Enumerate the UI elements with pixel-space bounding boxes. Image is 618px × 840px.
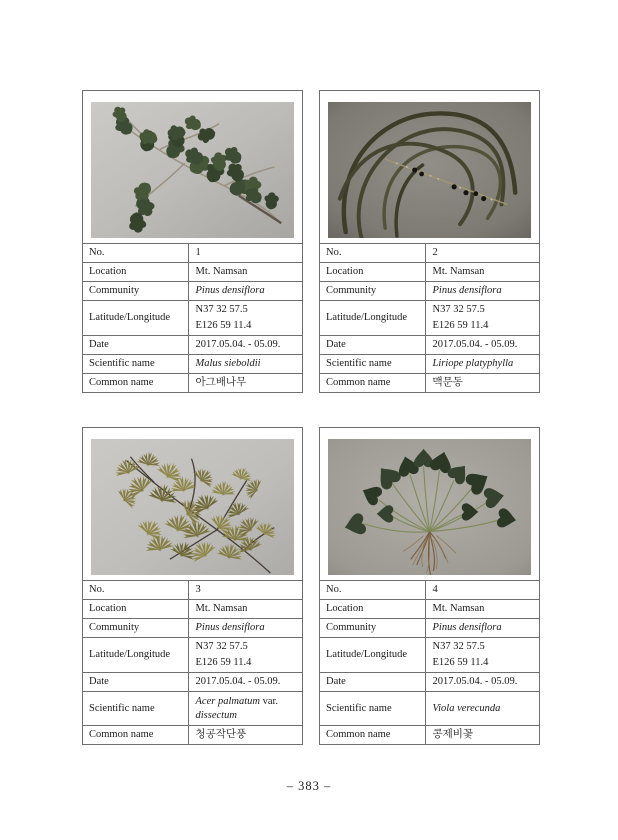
specimen-photo-acer-palmatum <box>91 439 294 575</box>
row-date <box>83 336 302 355</box>
specimen-info-table-2 <box>320 243 539 392</box>
latitude-value: N37 32 57.5 <box>195 304 248 315</box>
scientific-name-italic: Malus sieboldii <box>195 358 261 369</box>
row-community <box>320 282 539 301</box>
photo-frame-3 <box>83 428 302 580</box>
common-name-value: 아그배나무 <box>188 374 302 393</box>
no-label: No. <box>83 244 188 263</box>
latlong-label: Latitude/Longitude <box>83 638 188 673</box>
community-value: Pinus densiflora <box>425 282 539 301</box>
no-label: No. <box>320 581 425 600</box>
no-value: 1 <box>188 244 302 263</box>
row-location <box>83 600 302 619</box>
community-value: Pinus densiflora <box>425 619 539 638</box>
specimen-info-table-3 <box>83 580 302 744</box>
photo-frame-2 <box>320 91 539 243</box>
specimen-info-table-1 <box>83 243 302 392</box>
community-label: Community <box>83 282 188 301</box>
specimen-info-table-4 <box>320 580 539 744</box>
page-number: – 383 – <box>286 779 332 793</box>
date-value: 2017.05.04. - 05.09. <box>425 673 539 692</box>
row-no <box>83 244 302 263</box>
common-name-label: Common name <box>83 374 188 393</box>
scientific-name-roman: var. <box>259 695 279 707</box>
latlong-label: Latitude/Longitude <box>83 301 188 336</box>
panel-row-1 <box>82 90 540 393</box>
scientific-name-value <box>425 355 539 374</box>
latitude-value: N37 32 57.5 <box>195 641 248 652</box>
latlong-value <box>425 638 539 673</box>
row-common-name <box>320 374 539 393</box>
no-label: No. <box>320 244 425 263</box>
longitude-value: E126 59 11.4 <box>432 657 489 668</box>
common-name-value: 콩제비꽃 <box>425 726 539 745</box>
date-value: 2017.05.04. - 05.09. <box>188 673 302 692</box>
longitude-value: E126 59 11.4 <box>195 320 252 331</box>
date-label: Date <box>83 336 188 355</box>
row-scientific-name <box>83 692 302 726</box>
row-no <box>320 244 539 263</box>
row-scientific-name <box>320 355 539 374</box>
row-scientific-name <box>320 692 539 726</box>
common-name-label: Common name <box>320 726 425 745</box>
latlong-label: Latitude/Longitude <box>320 301 425 336</box>
row-no <box>83 581 302 600</box>
no-value: 2 <box>425 244 539 263</box>
location-value: Mt. Namsan <box>188 263 302 282</box>
location-label: Location <box>83 600 188 619</box>
specimen-grid <box>82 90 540 779</box>
row-location <box>320 263 539 282</box>
photo-frame-4 <box>320 428 539 580</box>
scientific-name-italic: Viola verecunda <box>432 702 501 714</box>
specimen-panel-2 <box>319 90 540 393</box>
date-label: Date <box>320 673 425 692</box>
row-community <box>83 619 302 638</box>
row-common-name <box>320 726 539 745</box>
scientific-name-value <box>188 355 302 374</box>
scientific-name-label: Scientific name <box>83 355 188 374</box>
row-scientific-name <box>83 355 302 374</box>
scientific-name-italic: Liriope platyphylla <box>432 358 514 369</box>
row-no <box>320 581 539 600</box>
row-latitude-longitude <box>83 638 302 673</box>
location-label: Location <box>320 263 425 282</box>
panel-row-2 <box>82 427 540 745</box>
community-label: Community <box>320 282 425 301</box>
community-value: Pinus densiflora <box>188 619 302 638</box>
latlong-value <box>188 638 302 673</box>
location-value: Mt. Namsan <box>425 263 539 282</box>
row-date <box>320 673 539 692</box>
community-value: Pinus densiflora <box>188 282 302 301</box>
latitude-value: N37 32 57.5 <box>432 304 485 315</box>
date-label: Date <box>320 336 425 355</box>
row-location <box>320 600 539 619</box>
scientific-name-italic: Acer palmatum <box>195 695 260 707</box>
specimen-panel-4 <box>319 427 540 745</box>
latlong-value <box>188 301 302 336</box>
row-location <box>83 263 302 282</box>
location-label: Location <box>83 263 188 282</box>
scientific-name-label: Scientific name <box>83 692 188 726</box>
scientific-name-italic2: dissectum <box>195 709 237 721</box>
date-value: 2017.05.04. - 05.09. <box>425 336 539 355</box>
no-label: No. <box>83 581 188 600</box>
row-latitude-longitude <box>320 301 539 336</box>
common-name-label: Common name <box>83 726 188 745</box>
common-name-label: Common name <box>320 374 425 393</box>
row-date <box>83 673 302 692</box>
row-common-name <box>83 374 302 393</box>
community-label: Community <box>320 619 425 638</box>
date-label: Date <box>83 673 188 692</box>
common-name-value: 맥문동 <box>425 374 539 393</box>
latitude-value: N37 32 57.5 <box>432 641 485 652</box>
specimen-panel-1 <box>82 90 303 393</box>
latlong-value <box>425 301 539 336</box>
row-community <box>320 619 539 638</box>
no-value: 4 <box>425 581 539 600</box>
scientific-name-value <box>425 692 539 726</box>
no-value: 3 <box>188 581 302 600</box>
location-value: Mt. Namsan <box>425 600 539 619</box>
location-value: Mt. Namsan <box>188 600 302 619</box>
common-name-value: 청공작단풍 <box>188 726 302 745</box>
scientific-name-label: Scientific name <box>320 355 425 374</box>
latlong-label: Latitude/Longitude <box>320 638 425 673</box>
specimen-photo-viola-verecunda <box>328 439 531 575</box>
photo-frame-1 <box>83 91 302 243</box>
scientific-name-value <box>188 692 302 726</box>
row-latitude-longitude <box>83 301 302 336</box>
specimen-photo-malus-sieboldii <box>91 102 294 238</box>
row-latitude-longitude <box>320 638 539 673</box>
specimen-photo-liriope-platyphylla <box>328 102 531 238</box>
longitude-value: E126 59 11.4 <box>195 657 252 668</box>
location-label: Location <box>320 600 425 619</box>
specimen-panel-3 <box>82 427 303 745</box>
row-date <box>320 336 539 355</box>
row-common-name <box>83 726 302 745</box>
longitude-value: E126 59 11.4 <box>432 320 489 331</box>
scientific-name-label: Scientific name <box>320 692 425 726</box>
community-label: Community <box>83 619 188 638</box>
date-value: 2017.05.04. - 05.09. <box>188 336 302 355</box>
row-community <box>83 282 302 301</box>
